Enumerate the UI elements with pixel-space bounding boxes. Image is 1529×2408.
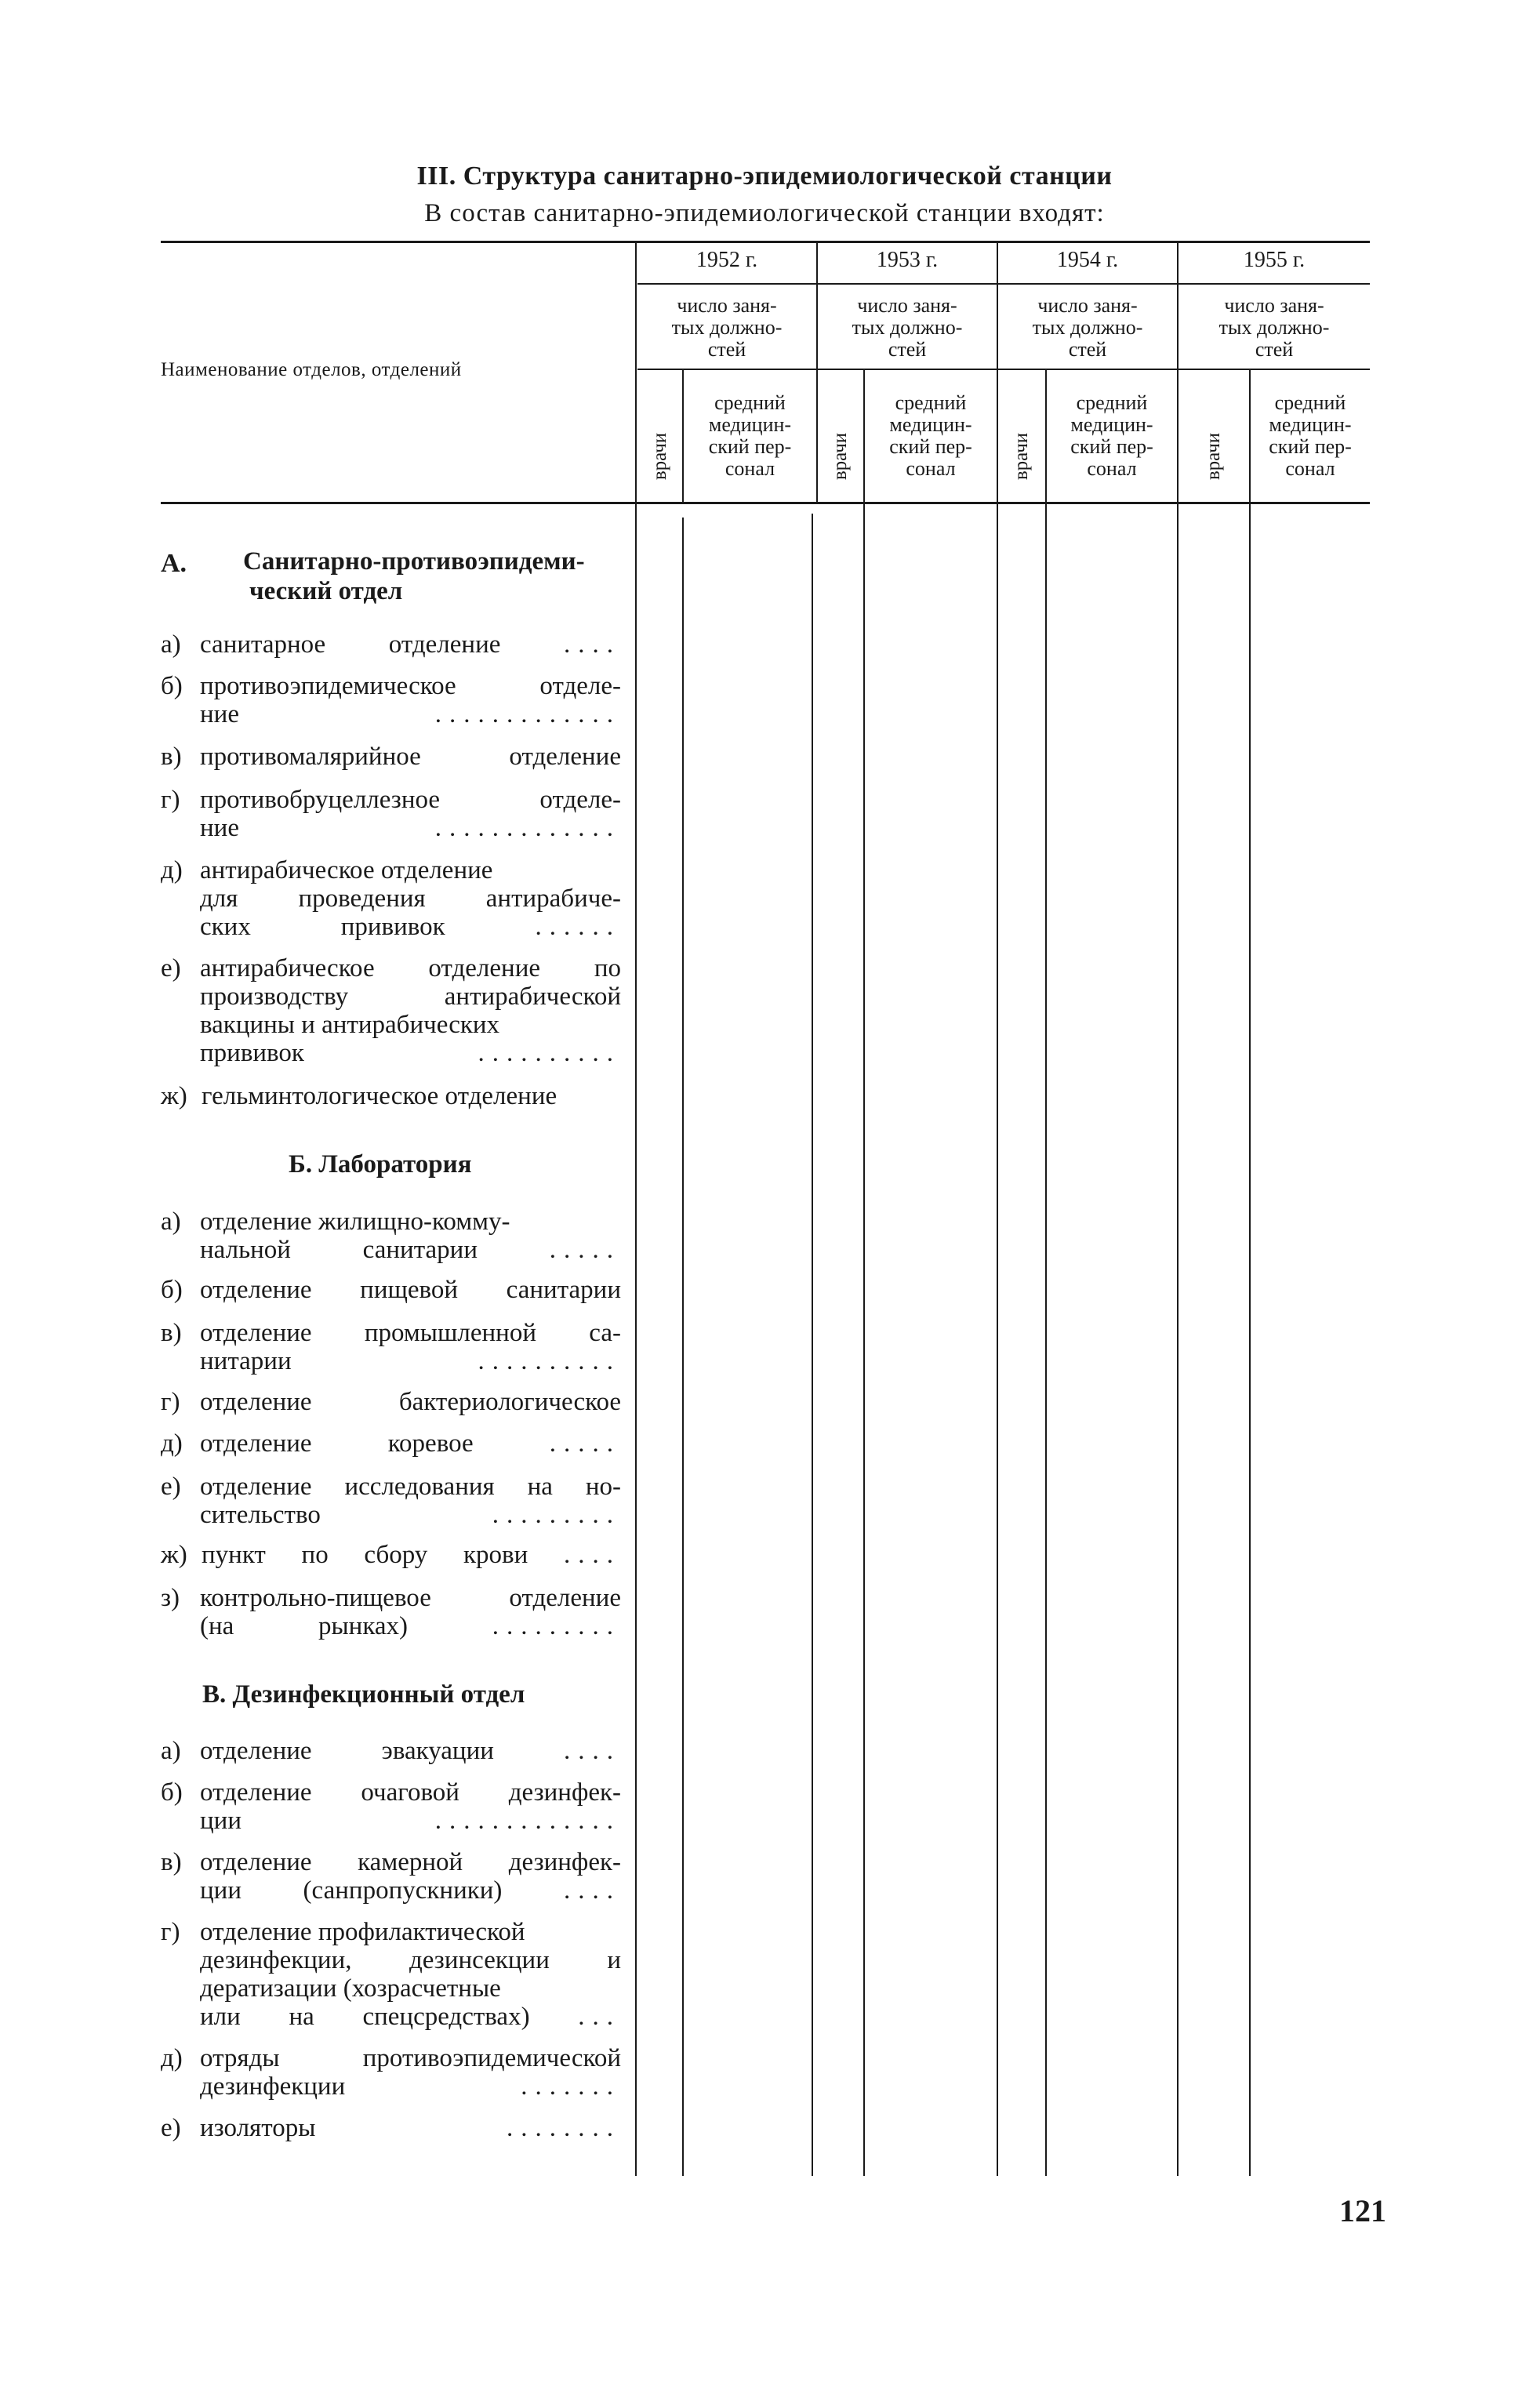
page-subtitle: В состав санитарно-эпидемиологической станции входят: — [424, 199, 1105, 227]
year-1952: 1952 г. — [695, 248, 758, 272]
doctors-header-1954: врачи — [1011, 432, 1032, 481]
divider-1952-doctors-body — [682, 518, 684, 2176]
year-rule-1953 — [818, 283, 997, 285]
section-title: Б. Лаборатория — [289, 1150, 472, 1179]
table-top-rule — [161, 241, 1370, 243]
divider-1954-doctors — [1045, 369, 1047, 2176]
section-title: В. Дезинфекционный отдел — [202, 1680, 525, 1709]
year-1954: 1954 г. — [1056, 248, 1119, 272]
positions-header-1955: число заня- тых должно- стей — [1218, 295, 1330, 361]
divider-1955-doctors — [1249, 369, 1251, 2176]
staff-header-1952: средний медицин- ский пер- сонал — [708, 392, 792, 480]
header-bottom-rule — [161, 502, 1370, 504]
positions-rule — [637, 369, 1370, 370]
year-rule-1952 — [637, 283, 816, 285]
doctors-header-1952: врачи — [649, 432, 670, 481]
section-title: Санитарно-противоэпидеми- ческий отдел — [243, 547, 585, 605]
name-column-divider — [635, 242, 637, 2176]
positions-header-1952: число заня- тых должно- стей — [671, 295, 783, 361]
staff-header-1955: средний медицин- ский пер- сонал — [1269, 392, 1352, 480]
divider-1954-1955 — [1177, 242, 1179, 2176]
divider-1953-doctors — [863, 369, 865, 2176]
name-column-header: Наименование отделов, отделений — [161, 359, 462, 380]
page-title: III. Структура санитарно-эпидемиологической станции — [416, 162, 1113, 191]
staff-header-1953: средний медицин- ский пер- сонал — [889, 392, 972, 480]
page-number: 121 — [1339, 2193, 1386, 2228]
divider-1952-1953-body — [812, 514, 813, 2176]
section-letter: А. — [161, 549, 187, 578]
doctors-header-1953: врачи — [830, 432, 851, 481]
year-rule-1955 — [1179, 283, 1370, 285]
divider-1953-1954 — [997, 242, 998, 2176]
year-1953: 1953 г. — [876, 248, 939, 272]
doctors-header-1955: врачи — [1203, 432, 1224, 481]
divider-1952-1953 — [816, 242, 818, 504]
positions-header-1953: число заня- тых должно- стей — [852, 295, 963, 361]
positions-header-1954: число заня- тых должно- стей — [1032, 295, 1143, 361]
year-1955: 1955 г. — [1243, 248, 1306, 272]
staff-header-1954: средний медицин- ский пер- сонал — [1070, 392, 1153, 480]
year-rule-1954 — [998, 283, 1177, 285]
